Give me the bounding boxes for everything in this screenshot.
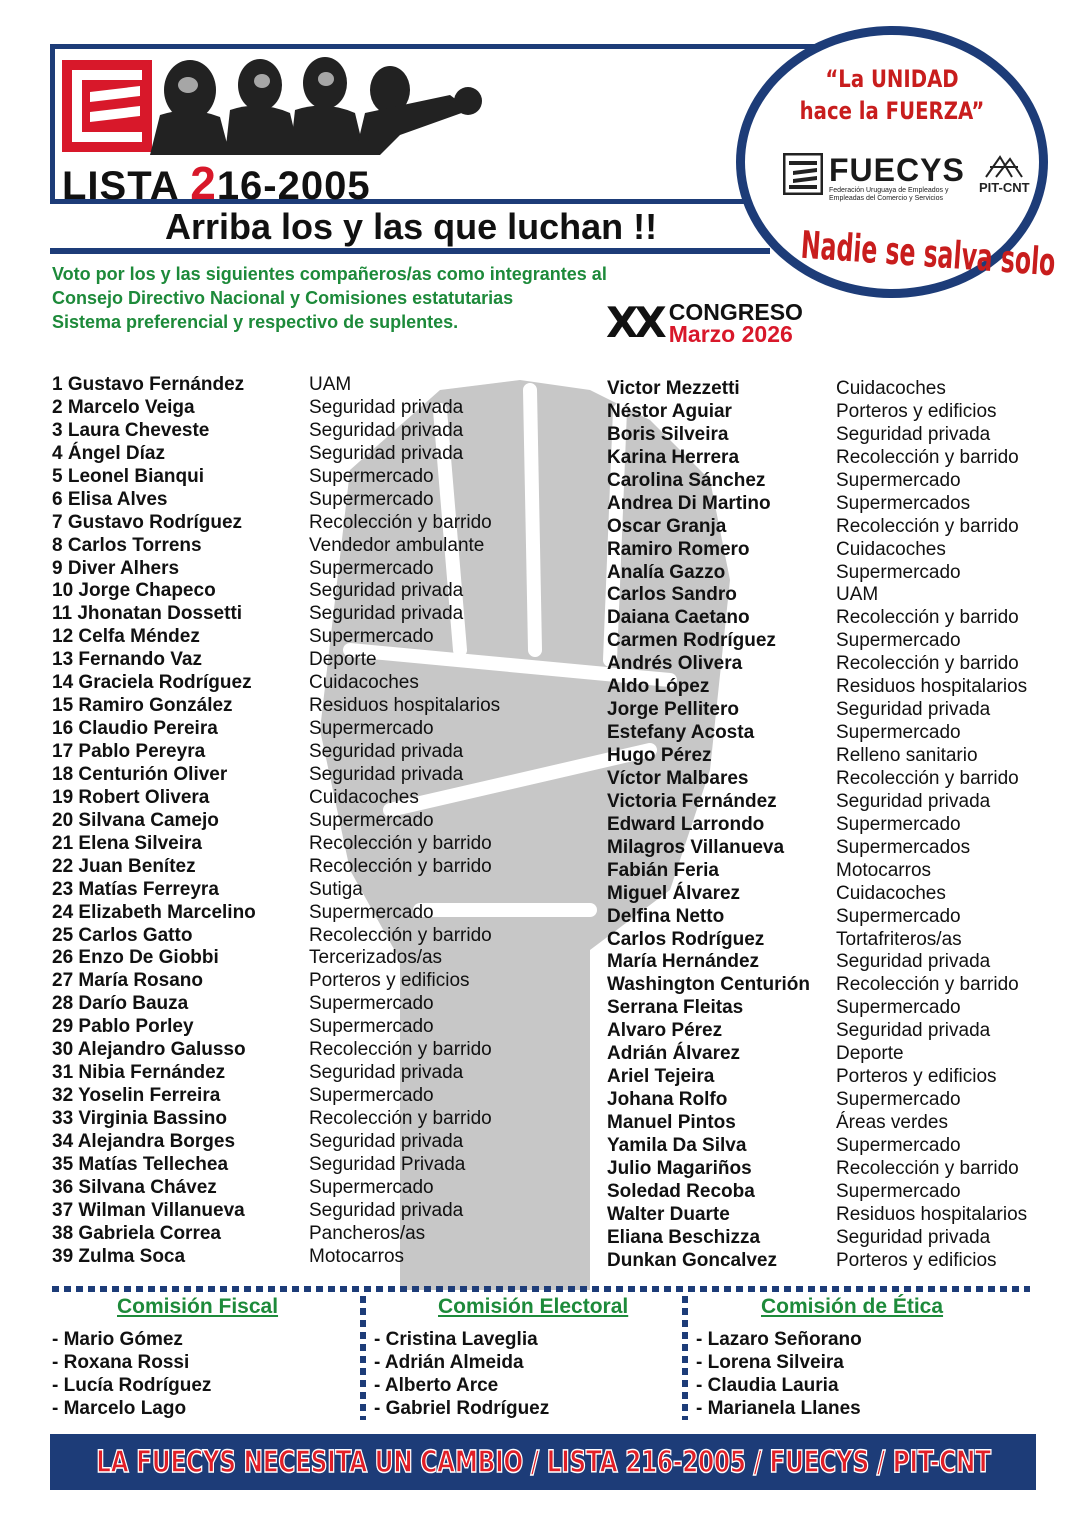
congreso-label — [606, 298, 803, 347]
candidate-name: Victor Mezzetti — [607, 378, 740, 399]
candidate-sector: Motocarros — [309, 1245, 405, 1267]
candidate-name: 39 Zulma Soca — [52, 1245, 186, 1267]
candidate-name: 2 Marcelo Veiga — [52, 396, 195, 418]
candidate-name: Adrián Álvarez — [607, 1043, 741, 1065]
candidate-sector: Porteros y edificios — [309, 970, 470, 992]
candidate-name: Ariel Tejeira — [607, 1066, 715, 1088]
commission-member: - Cristina Laveglia — [374, 1329, 538, 1350]
commission-member: - Marianela Llanes — [696, 1398, 861, 1419]
candidate-sector: Vendedor ambulante — [309, 534, 485, 556]
candidate-sector: Tercerizados/as — [309, 947, 443, 969]
candidate-sector: Supermercado — [309, 993, 434, 1015]
candidate-name: 12 Celfa Méndez — [52, 626, 200, 648]
candidate-sector: Supermercado — [836, 722, 961, 744]
workers-illustration — [150, 55, 490, 155]
candidate-name: Dunkan Goncalvez — [607, 1249, 777, 1271]
candidate-sector: Recolección y barrido — [309, 1108, 492, 1129]
candidate-name: Estefany Acosta — [607, 722, 755, 744]
list-number-highlight: 2 — [190, 157, 217, 209]
candidate-sector: Recolección y barrido — [836, 767, 1019, 789]
commission-member: - Lorena Silveira — [696, 1352, 844, 1373]
commission-member: - Marcelo Lago — [52, 1398, 187, 1419]
candidate-sector: Seguridad privada — [836, 1020, 991, 1042]
commission-member: - Mario Gómez — [52, 1329, 183, 1350]
commission-member: - Alberto Arce — [374, 1375, 499, 1396]
commission-fiscal — [52, 1294, 278, 1420]
candidate-name: Néstor Aguiar — [607, 400, 732, 422]
fuecys-logo-icon — [783, 153, 823, 195]
candidate-name: Carmen Rodríguez — [607, 630, 776, 652]
candidate-name: 15 Ramiro González — [52, 695, 233, 717]
candidate-sector: Recolección y barrido — [309, 924, 492, 946]
candidate-sector: Seguridad privada — [836, 699, 991, 721]
fuecys-name: FUECYS — [829, 152, 965, 188]
candidate-name: Analía Gazzo — [607, 561, 726, 583]
candidate-name: María Hernández — [607, 951, 760, 973]
candidate-sector: Supermercado — [309, 1016, 434, 1038]
list-title: LISTA 216-2005 — [62, 157, 371, 209]
fuecys-fullname: Federación Uruguaya de Empleados y Empleadas del Comercio y Servicios — [829, 187, 949, 202]
candidate-sector: Supermercado — [309, 809, 434, 831]
candidate-sector: Recolección y barrido — [836, 974, 1019, 996]
slogan: Arriba los y las que luchan !! — [165, 206, 658, 247]
candidate-name: 9 Diver Alhers — [52, 557, 180, 579]
pit-cnt-icon — [982, 153, 1026, 179]
dotted-divider — [682, 1296, 688, 1420]
candidate-name: Miguel Álvarez — [607, 882, 741, 904]
candidate-sector: Recolección y barrido — [309, 511, 492, 533]
candidate-name: 8 Carlos Torrens — [52, 534, 202, 556]
candidate-name: Karina Herrera — [607, 446, 740, 468]
candidate-sector: Seguridad privada — [309, 442, 464, 464]
candidate-sector: Seguridad privada — [309, 396, 464, 418]
candidate-name: 32 Yoselin Ferreira — [52, 1085, 221, 1107]
candidate-name: 35 Matías Tellechea — [52, 1153, 229, 1175]
candidate-sector: Supermercados — [836, 836, 971, 858]
dotted-divider — [52, 1286, 1030, 1292]
candidate-name: Milagros Villanueva — [607, 836, 785, 858]
intro-line: Consejo Directivo Nacional y Comisiones estatutarias — [52, 288, 514, 308]
candidate-name: 34 Alejandra Borges — [52, 1130, 236, 1152]
candidate-name: Washington Centurión — [607, 974, 810, 996]
candidate-sector: Seguridad privada — [836, 951, 991, 973]
candidate-sector: Supermercado — [309, 718, 434, 740]
candidate-name: Daiana Caetano — [607, 607, 750, 629]
candidate-name: Fabián Feria — [607, 859, 719, 881]
footer-text: LA FUECYS NECESITA UN CAMBIO / LISTA 216-2005 / FUECYS / PIT-CNT — [95, 1444, 991, 1480]
candidate-sector: Residuos hospitalarios — [836, 1203, 1028, 1225]
candidate-name: 33 Virginia Bassino — [52, 1108, 227, 1129]
header-underline — [50, 248, 770, 254]
candidate-name: 19 Robert Olivera — [52, 786, 210, 808]
candidate-sector: Seguridad privada — [836, 423, 991, 445]
congreso-date: Marzo 2026 — [668, 320, 793, 347]
candidate-sector: Supermercado — [836, 561, 961, 583]
candidate-name: Hugo Pérez — [607, 745, 712, 766]
candidate-sector: Recolección y barrido — [836, 653, 1019, 675]
candidate-sector: Seguridad privada — [836, 790, 991, 812]
candidate-sector: Supermercados — [836, 492, 971, 514]
commission-ethics — [696, 1294, 943, 1420]
candidate-sector: Porteros y edificios — [836, 400, 997, 422]
candidate-name: Carlos Sandro — [607, 584, 737, 606]
candidate-name: 28 Darío Bauza — [52, 993, 189, 1015]
candidate-name: 18 Centurión Oliver — [52, 763, 228, 785]
candidate-sector: Supermercado — [309, 1176, 434, 1198]
badge-quote: “La UNIDAD hace la FUERZA” — [799, 65, 985, 125]
candidate-sector: Tortafriteros/as — [836, 928, 962, 950]
candidate-sector: Seguridad privada — [309, 580, 464, 602]
candidate-name: 14 Graciela Rodríguez — [52, 672, 252, 694]
intro-line: Sistema preferencial y respectivo de suplentes. — [52, 312, 459, 332]
intro-text — [52, 262, 692, 334]
candidate-name: Soledad Recoba — [607, 1180, 755, 1202]
candidate-sector: Cuidacoches — [309, 672, 419, 694]
candidate-sector: Supermercado — [836, 1089, 961, 1111]
candidate-name: 10 Jorge Chapeco — [52, 580, 216, 602]
candidate-name: 17 Pablo Pereyra — [52, 741, 206, 762]
candidate-sector: Supermercado — [309, 1085, 434, 1107]
candidate-name: Yamila Da Silva — [607, 1134, 747, 1156]
candidate-name: 7 Gustavo Rodríguez — [52, 511, 243, 533]
candidate-sector: Pancheros/as — [309, 1222, 426, 1244]
candidate-sector: UAM — [836, 584, 879, 606]
candidate-sector: Recolección y barrido — [836, 607, 1019, 629]
candidate-name: 36 Silvana Chávez — [52, 1176, 217, 1198]
candidate-sector: Supermercado — [836, 1134, 961, 1156]
candidate-sector: Cuidacoches — [836, 538, 946, 560]
commission-member: - Claudia Lauria — [696, 1375, 839, 1396]
commission-member: - Lucía Rodríguez — [52, 1375, 212, 1396]
unity-badge — [736, 26, 1057, 298]
candidate-sector: Seguridad privada — [309, 741, 464, 762]
candidate-name: Victoria Fernández — [607, 790, 777, 812]
candidate-sector: Residuos hospitalarios — [309, 695, 501, 717]
badge-motto: Nadie se salva solo — [799, 222, 1057, 285]
candidate-name: 3 Laura Cheveste — [52, 419, 210, 441]
candidate-sector: Seguridad Privada — [309, 1153, 466, 1175]
candidate-sector: Recolección y barrido — [309, 832, 492, 854]
candidate-sector: Seguridad privada — [309, 603, 464, 625]
candidate-sector: Supermercado — [836, 905, 961, 927]
candidate-name: 37 Wilman Villanueva — [52, 1199, 245, 1221]
candidate-sector: Porteros y edificios — [836, 1249, 997, 1271]
pit-cnt-mark: PIT-CNT — [979, 153, 1030, 195]
candidate-name: 4 Ángel Díaz — [52, 442, 165, 464]
candidate-sector: UAM — [309, 374, 352, 395]
candidate-name: Johana Rolfo — [607, 1089, 728, 1111]
candidate-sector: Supermercado — [309, 901, 434, 923]
candidate-name: 27 María Rosano — [52, 970, 203, 992]
candidate-name: 24 Elizabeth Marcelino — [52, 901, 256, 923]
candidate-name: 38 Gabriela Correa — [52, 1222, 221, 1244]
candidate-sector: Áreas verdes — [836, 1112, 948, 1133]
fuecys-logo-icon — [62, 60, 152, 152]
candidate-sector: Residuos hospitalarios — [836, 676, 1028, 698]
candidate-sectors-right — [836, 378, 1027, 1273]
candidate-sector: Cuidacoches — [836, 882, 946, 904]
candidate-sector: Recolección y barrido — [309, 855, 492, 877]
candidate-name: Andrea Di Martino — [607, 492, 771, 514]
commission-electoral — [374, 1294, 628, 1420]
candidate-name: 1 Gustavo Fernández — [52, 374, 245, 395]
commission-member: - Lazaro Señorano — [696, 1329, 862, 1350]
candidate-sector: Deporte — [309, 649, 377, 671]
candidate-name: 25 Carlos Gatto — [52, 924, 193, 946]
candidate-sector: Seguridad privada — [309, 763, 464, 785]
candidate-name: 13 Fernando Vaz — [52, 649, 202, 671]
candidate-name: 21 Elena Silveira — [52, 832, 202, 854]
candidate-name: 23 Matías Ferreyra — [52, 878, 219, 900]
candidate-sector: Deporte — [836, 1043, 904, 1065]
candidate-name: Manuel Pintos — [607, 1112, 736, 1133]
candidate-sector: Seguridad privada — [836, 1226, 991, 1248]
candidate-sector: Supermercado — [309, 465, 434, 487]
candidate-sector: Supermercado — [309, 557, 434, 579]
candidate-sector: Sutiga — [309, 878, 363, 900]
candidate-sector: Recolección y barrido — [836, 446, 1019, 468]
candidate-name: Oscar Granja — [607, 515, 727, 537]
candidate-sector: Recolección y barrido — [836, 515, 1019, 537]
candidate-name: Boris Silveira — [607, 423, 729, 445]
candidate-name: 22 Juan Benítez — [52, 855, 196, 877]
candidate-name: Víctor Malbares — [607, 767, 749, 789]
candidate-sectors-left — [309, 374, 500, 1269]
candidate-name: Andrés Olivera — [607, 653, 743, 675]
dotted-divider — [360, 1296, 366, 1420]
candidate-name: Carlos Rodríguez — [607, 928, 765, 950]
candidate-names-right — [607, 378, 810, 1273]
candidate-name: 26 Enzo De Giobbi — [52, 947, 219, 969]
candidate-name: Jorge Pellitero — [607, 699, 739, 721]
commission-member: - Roxana Rossi — [52, 1352, 190, 1373]
candidate-name: 29 Pablo Porley — [52, 1016, 194, 1038]
candidate-sector: Seguridad privada — [309, 1062, 464, 1084]
candidate-name: Julio Magariños — [607, 1157, 752, 1179]
candidate-name: 6 Elisa Alves — [52, 488, 168, 510]
candidate-sector: Cuidacoches — [309, 786, 419, 808]
commission-title: Comisión Electoral — [438, 1295, 629, 1318]
candidate-name: 31 Nibia Fernández — [52, 1062, 226, 1084]
candidate-sector: Seguridad privada — [309, 1199, 464, 1221]
candidate-name: Eliana Beschizza — [607, 1226, 761, 1248]
candidate-name: Alvaro Pérez — [607, 1020, 723, 1042]
candidate-sector: Seguridad privada — [309, 419, 464, 441]
candidate-name: 30 Alejandro Galusso — [52, 1039, 246, 1061]
candidate-sector: Cuidacoches — [836, 378, 946, 399]
fuecys-brand — [783, 153, 1030, 203]
candidate-sector: Seguridad privada — [309, 1130, 464, 1152]
candidate-sector: Recolección y barrido — [309, 1039, 492, 1061]
candidate-name: Serrana Fleitas — [607, 997, 744, 1019]
footer-banner — [50, 1434, 1036, 1490]
candidate-name: Aldo López — [607, 676, 710, 698]
candidate-name: Edward Larrondo — [607, 813, 765, 835]
candidate-sector: Porteros y edificios — [836, 1066, 997, 1088]
commission-title: Comisión Fiscal — [117, 1295, 279, 1318]
candidate-name: 11 Jhonatan Dossetti — [52, 603, 243, 625]
candidate-sector: Relleno sanitario — [836, 745, 978, 766]
candidate-name: Delfina Netto — [607, 905, 725, 927]
candidate-sector: Supermercado — [836, 469, 961, 491]
intro-line: Voto por los y las siguientes compañeros/as como integrantes al — [52, 264, 607, 284]
candidate-name: 16 Claudio Pereira — [52, 718, 218, 740]
candidate-sector: Supermercado — [836, 813, 961, 835]
commission-member: - Gabriel Rodríguez — [374, 1398, 550, 1419]
congreso-title: CONGRESO — [668, 298, 803, 325]
commission-member: - Adrián Almeida — [374, 1352, 524, 1373]
congreso-numeral: XX — [606, 298, 663, 347]
candidate-name: 20 Silvana Camejo — [52, 809, 219, 831]
commission-title: Comisión de Ética — [761, 1295, 944, 1318]
candidate-sector: Recolección y barrido — [836, 1157, 1019, 1179]
candidate-sector: Supermercado — [309, 626, 434, 648]
candidate-sector: Supermercado — [836, 997, 961, 1019]
candidate-sector: Motocarros — [836, 859, 932, 881]
candidate-name: Carolina Sánchez — [607, 469, 766, 491]
candidate-sector: Supermercado — [836, 630, 961, 652]
candidate-names-left — [52, 374, 256, 1269]
candidate-name: 5 Leonel Bianqui — [52, 465, 205, 487]
candidate-name: Ramiro Romero — [607, 538, 750, 560]
candidate-sector: Supermercado — [309, 488, 434, 510]
candidate-name: Walter Duarte — [607, 1203, 730, 1225]
candidate-sector: Supermercado — [836, 1180, 961, 1202]
